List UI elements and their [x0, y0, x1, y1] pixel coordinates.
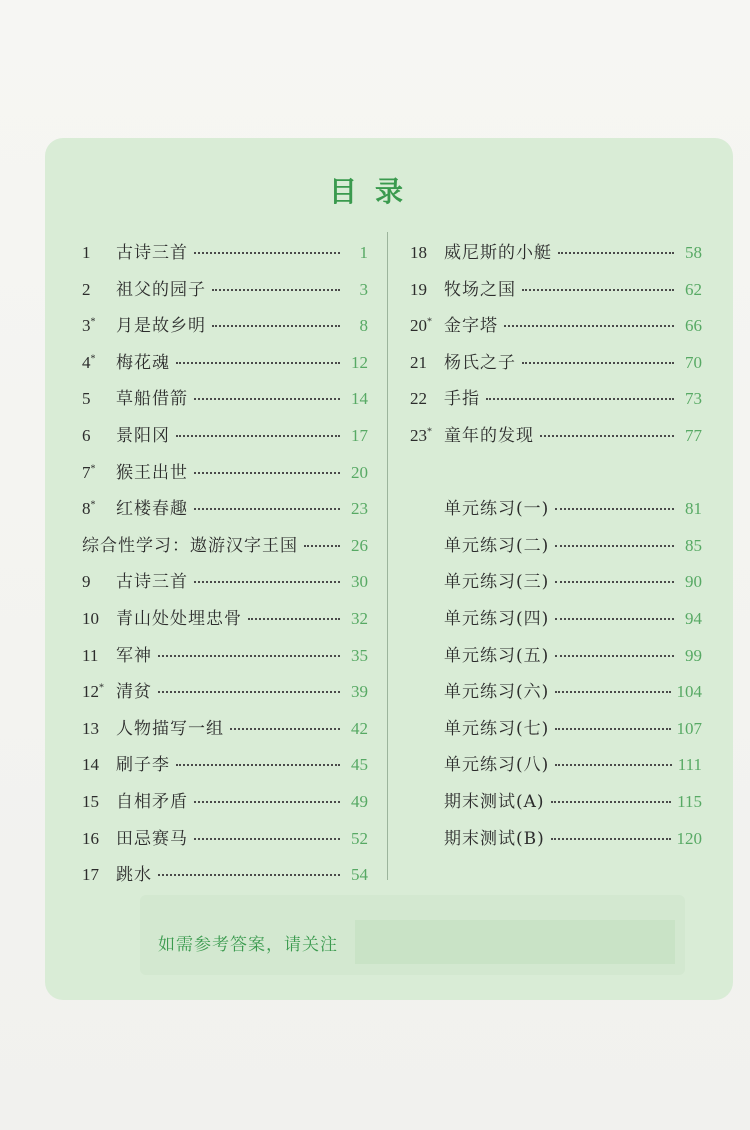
page-number: 120 — [676, 828, 702, 848]
toc-entry — [82, 677, 368, 703]
toc-entry — [82, 641, 368, 667]
lesson-title: 青山处处埋忠骨 — [116, 609, 242, 629]
leader-dots — [555, 581, 674, 583]
page-number: 30 — [351, 572, 368, 592]
toc-entry — [82, 348, 368, 374]
toc-entry — [82, 714, 368, 740]
toc-entry — [410, 421, 702, 447]
toc-entry — [410, 494, 702, 520]
optional-star: * — [90, 316, 96, 328]
answer-box — [355, 920, 675, 964]
lesson-number: 17 — [82, 865, 99, 885]
page-number: 107 — [676, 718, 702, 738]
lesson-title: 军神 — [116, 645, 152, 666]
page-number: 90 — [685, 572, 702, 592]
lesson-number: 15 — [82, 792, 99, 811]
toc-entry — [410, 384, 702, 410]
toc-entry — [410, 275, 702, 301]
toc-entry — [410, 311, 702, 337]
toc-entry — [82, 860, 368, 886]
leader-dots — [551, 801, 672, 803]
page-number: 8 — [359, 316, 368, 336]
lesson-number: 14 — [82, 755, 99, 775]
page-title: 目录 — [328, 175, 421, 208]
lesson-title: 期末测试(B) — [444, 828, 545, 849]
page-number: 73 — [685, 389, 702, 409]
lesson-number: 22 — [410, 389, 427, 409]
lesson-number: 12* — [82, 682, 104, 702]
lesson-number: 16 — [82, 828, 99, 848]
lesson-title: 杨氏之子 — [444, 352, 516, 373]
leader-dots — [158, 655, 340, 657]
lesson-title: 期末测试(A) — [444, 792, 545, 812]
page-number: 52 — [351, 828, 368, 848]
lesson-title: 单元练习(六) — [444, 682, 550, 703]
lesson-number: 10 — [82, 609, 99, 628]
lesson-number: 19 — [410, 279, 427, 299]
lesson-title: 综合性学习：遨游汉字王国 — [82, 535, 298, 556]
leader-dots — [551, 838, 671, 840]
toc-entry — [410, 531, 702, 557]
lesson-title: 单元练习(二) — [444, 535, 550, 556]
optional-star: * — [90, 499, 96, 511]
toc-entry — [410, 604, 702, 630]
lesson-title: 单元练习(八) — [444, 755, 550, 776]
leader-dots — [558, 252, 674, 254]
lesson-title: 田忌赛马 — [116, 828, 188, 849]
page-number: 20 — [351, 462, 368, 482]
lesson-title: 威尼斯的小艇 — [444, 243, 552, 263]
toc-entry — [82, 275, 368, 301]
toc-entry — [82, 494, 368, 520]
leader-dots — [158, 691, 340, 693]
lesson-number: 6 — [82, 426, 91, 445]
optional-star: * — [90, 462, 96, 474]
lesson-number: 20* — [410, 316, 432, 336]
toc-entry — [82, 787, 368, 813]
lesson-title: 猴王出世 — [116, 462, 188, 483]
toc-entry — [410, 348, 702, 374]
leader-dots — [304, 545, 340, 547]
page-number: 26 — [351, 535, 368, 555]
toc-entry — [82, 311, 368, 337]
lesson-title: 草船借箭 — [116, 389, 188, 410]
lesson-title: 古诗三首 — [116, 572, 188, 593]
lesson-number: 7* — [82, 462, 96, 482]
page-number: 94 — [685, 609, 702, 628]
leader-dots — [194, 252, 340, 254]
toc-entry — [410, 824, 702, 850]
toc-entry — [410, 750, 702, 776]
leader-dots — [176, 764, 340, 766]
leader-dots — [158, 874, 340, 876]
lesson-title: 刷子李 — [116, 755, 170, 776]
lesson-title: 月是故乡明 — [116, 316, 206, 337]
page-number: 99 — [685, 645, 702, 665]
leader-dots — [522, 362, 674, 364]
lesson-title: 童年的发现 — [444, 426, 534, 446]
lesson-title: 单元练习(一) — [444, 499, 550, 520]
leader-dots — [555, 764, 671, 766]
page-number: 81 — [685, 499, 702, 519]
optional-star: * — [427, 316, 432, 328]
page-number: 39 — [351, 682, 368, 702]
toc-entry — [410, 567, 702, 593]
lesson-number: 4* — [82, 352, 96, 372]
lesson-title: 单元练习(四) — [444, 609, 550, 629]
leader-dots — [555, 728, 670, 730]
leader-dots — [555, 618, 674, 620]
lesson-title: 梅花魂 — [116, 352, 170, 373]
page-number: 1 — [359, 243, 368, 262]
lesson-title: 人物描写一组 — [116, 718, 224, 739]
page-number: 23 — [351, 499, 368, 519]
leader-dots — [194, 838, 340, 840]
leader-dots — [176, 435, 340, 437]
leader-dots — [212, 325, 340, 327]
page-number: 62 — [685, 279, 702, 299]
lesson-number: 9 — [82, 572, 91, 592]
toc-entry — [82, 531, 368, 557]
toc-entry — [82, 458, 368, 484]
leader-dots — [555, 545, 674, 547]
toc-entry — [410, 641, 702, 667]
lesson-number: 3* — [82, 316, 96, 336]
leader-dots — [486, 398, 674, 400]
lesson-title: 红楼春趣 — [116, 499, 188, 520]
toc-entry — [82, 750, 368, 776]
lesson-number: 2 — [82, 279, 91, 299]
lesson-title: 单元练习(七) — [444, 718, 550, 739]
optional-star: * — [90, 353, 96, 365]
toc-entry — [410, 238, 702, 264]
lesson-number: 21 — [410, 352, 427, 372]
page-number: 17 — [351, 426, 368, 445]
lesson-title: 金字塔 — [444, 316, 498, 337]
optional-star: * — [427, 426, 432, 438]
leader-dots — [194, 508, 340, 510]
lesson-number: 23* — [410, 426, 432, 445]
page-number: 77 — [685, 426, 702, 445]
page-number: 45 — [351, 755, 368, 775]
page-number: 3 — [359, 279, 368, 299]
lesson-number: 13 — [82, 718, 99, 738]
toc-entry — [82, 238, 368, 264]
notice-text: 如需参考答案，请关注 — [158, 935, 338, 955]
lesson-title: 祖父的园子 — [116, 279, 206, 300]
lesson-title: 单元练习(三) — [444, 572, 550, 593]
leader-dots — [176, 362, 340, 364]
leader-dots — [555, 508, 674, 510]
leader-dots — [230, 728, 340, 730]
page-number: 115 — [677, 792, 702, 811]
column-divider — [387, 232, 388, 880]
page-number: 111 — [677, 755, 702, 775]
lesson-title: 景阳冈 — [116, 426, 170, 446]
optional-star: * — [99, 682, 104, 694]
lesson-title: 自相矛盾 — [116, 792, 188, 812]
page-number: 58 — [685, 243, 702, 262]
page-number: 14 — [351, 389, 368, 409]
page-number: 70 — [685, 352, 702, 372]
lesson-title: 手指 — [444, 389, 480, 410]
toc-entry — [82, 567, 368, 593]
leader-dots — [194, 472, 340, 474]
toc-entry — [82, 384, 368, 410]
lesson-title: 单元练习(五) — [444, 645, 550, 666]
leader-dots — [194, 398, 340, 400]
page-number: 66 — [685, 316, 702, 336]
leader-dots — [248, 618, 340, 620]
page-number: 85 — [685, 535, 702, 555]
page-number: 104 — [676, 682, 702, 702]
leader-dots — [212, 289, 340, 291]
page-number: 35 — [351, 645, 368, 665]
page-number: 12 — [351, 352, 368, 372]
page-number: 54 — [351, 865, 368, 885]
toc-entry — [82, 824, 368, 850]
toc-entry — [410, 677, 702, 703]
leader-dots — [540, 435, 674, 437]
leader-dots — [555, 655, 674, 657]
lesson-number: 1 — [82, 243, 91, 262]
toc-entry — [410, 787, 702, 813]
lesson-title: 古诗三首 — [116, 243, 188, 263]
leader-dots — [194, 801, 340, 803]
page-number: 32 — [351, 609, 368, 628]
lesson-number: 5 — [82, 389, 91, 409]
toc-entry — [82, 604, 368, 630]
leader-dots — [194, 581, 340, 583]
lesson-number: 11 — [82, 645, 99, 665]
toc-entry — [82, 421, 368, 447]
page-number: 49 — [351, 792, 368, 811]
lesson-title: 跳水 — [116, 865, 152, 886]
lesson-title: 牧场之国 — [444, 279, 516, 300]
leader-dots — [522, 289, 674, 291]
lesson-number: 8* — [82, 499, 96, 519]
page-number: 42 — [351, 718, 368, 738]
lesson-title: 清贫 — [116, 682, 152, 703]
leader-dots — [555, 691, 670, 693]
leader-dots — [504, 325, 674, 327]
toc-entry — [410, 714, 702, 740]
lesson-number: 18 — [410, 243, 427, 262]
